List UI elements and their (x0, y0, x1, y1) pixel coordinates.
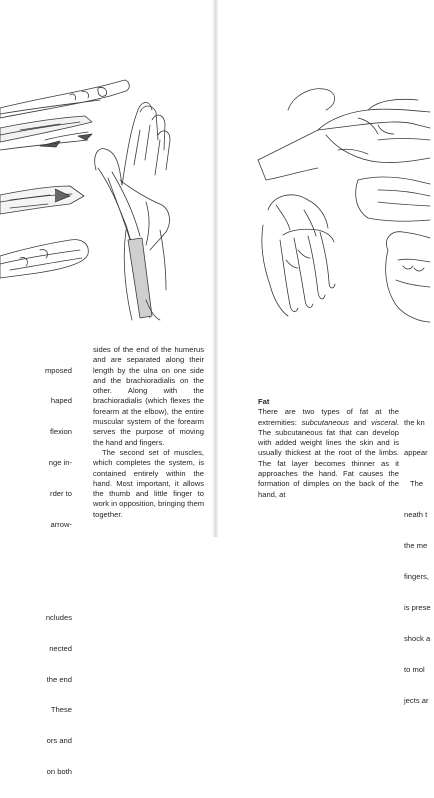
edge-line: fingers, (404, 572, 429, 582)
edge-line: rder to (50, 489, 72, 499)
edge-line (2, 551, 72, 561)
term-visceral: visceral (371, 417, 397, 427)
term-subcutaneous: subcutaneous (301, 417, 349, 427)
edge-line: ncludes (45, 612, 72, 622)
edge-line: haped (50, 396, 72, 406)
open-palm-drawing (258, 89, 430, 180)
edge-line: nected (49, 643, 72, 653)
edge-line: flexion (50, 427, 72, 437)
hand-side-drawing (356, 177, 430, 221)
edge-line: neath t (404, 510, 428, 520)
hand-fist-drawing (386, 232, 430, 322)
body-paragraph: sides of the end of the humerus and are separated along their length by the ulna on one side and the brachioradialis on the other. Along with the brachioradialis (which flexes the forearm at the elbow), the entire muscular system of the forearm serves the purpose of moving the hand and fingers. (93, 345, 204, 447)
body-paragraph: The second set of muscles, which completes the system, is contained entirely within the hand. Most important, it allows the thumb and little finger to work in opposition, bringing them together. (93, 447, 205, 519)
edge-line: on both (46, 767, 72, 777)
fat-heading: Fat (258, 397, 270, 406)
left-body-column (93, 345, 204, 520)
edge-line: the kn (404, 417, 425, 427)
edge-line: the me (404, 541, 428, 551)
edge-line: mposed (44, 365, 72, 375)
forearm-muscles-drawing-2 (0, 186, 84, 214)
edge-line: The (410, 479, 424, 489)
forearm-muscles-drawing-1 (0, 116, 92, 150)
edge-line: to mol (404, 664, 425, 674)
edge-line: nge in- (48, 458, 72, 468)
edge-line: jects ar (404, 695, 429, 705)
left-page (0, 0, 214, 777)
edge-line: arrow- (50, 520, 72, 530)
left-edge-text-fragments (2, 345, 72, 798)
forearm-bones-drawing (0, 80, 129, 118)
fat-text: There are two types of fat at the extremities: (258, 407, 399, 427)
forearm-muscle-illustrations (0, 0, 214, 340)
edge-line: ors and (46, 736, 72, 746)
forearm-muscles-drawing-3 (0, 240, 88, 278)
hand-back-drawing (262, 195, 335, 316)
edge-line: is prese (404, 602, 431, 612)
fat-text: and (348, 417, 372, 427)
edge-line: shock a (404, 633, 431, 643)
edge-line: appear (404, 448, 428, 458)
fat-section-column (258, 397, 399, 500)
edge-line: These (50, 705, 72, 715)
right-page (218, 0, 431, 705)
edge-line: the end (46, 674, 72, 684)
right-edge-text-fragments (404, 397, 434, 727)
hand-fat-illustrations (218, 0, 430, 340)
fat-text: . The subcutaneous fat that can develop with added weight lines the skin and is usually thickest at the root of the limbs. The fat layer becomes thinner as it approaches the hand. Fat causes the formation of dimples on the back of the hand, at (258, 417, 400, 499)
edge-line (2, 582, 72, 592)
hand-tendons-drawing (95, 103, 170, 321)
